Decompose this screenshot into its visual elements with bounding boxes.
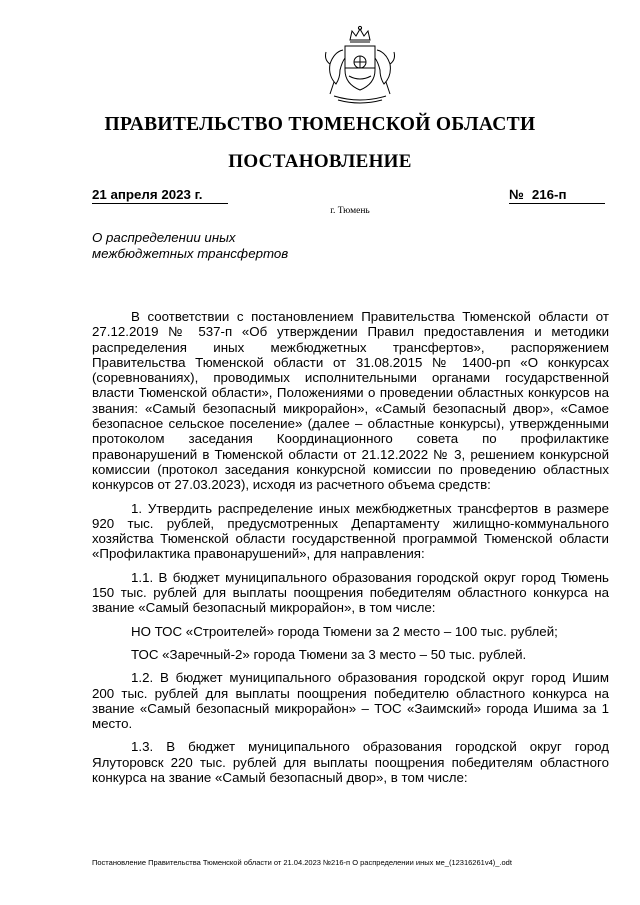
- body-paragraph: 1.2. В бюджет муниципального образования городской округ город Ишим 200 тыс. рублей для выплаты поощрения победителю областного конкурса на звание «Самый безопасный микрорайон» – ТОС «Заимский» города Ишима за 1 место.: [92, 670, 609, 732]
- government-title: ПРАВИТЕЛЬСТВО ТЮМЕНСКОЙ ОБЛАСТИ: [104, 114, 536, 135]
- body-paragraph: 1.1. В бюджет муниципального образования городской округ город Тюмень 150 тыс. рублей для выплаты поощрения победителям областного конкурса на звание «Самый безопасный микрорайон», в том числе:: [92, 569, 609, 616]
- subject-line: О распределении иных: [92, 230, 236, 245]
- document-city: г. Тюмень: [330, 206, 370, 216]
- document-subject: [92, 230, 288, 262]
- body-paragraph: В соответствии с постановлением Правительства Тюменской области от 27.12.2019 № 537-п «Об утверждении Правил предоставления и методики распределения иных межбюджетных трансфертов», распоряжением Правительства Тюменской области от 31.08.2015 № 1400-рп «О конкурсах (соревнованиях), проводимых исполнительными органами государственной власти Тюменской области», Положениями о проведении областных конкурсов на звания: «Самый безопасный микрорайон», «Самый безопасный двор», «Самое безопасное сельское поселение» (далее – областные конкурсы), утвержденными протоколом заседания Координационного совета по профилактике правонарушений в Тюменской области от 21.12.2022 № 3, решением конкурсной комиссии (протокол заседания конкурсной комиссии по проведению областных конкурсов от 27.03.2023), исходя из расчетного объема средств:: [92, 309, 609, 493]
- number-sign: №: [509, 187, 524, 202]
- coat-of-arms-icon: [316, 24, 404, 106]
- document-number: [509, 187, 605, 204]
- body-paragraph: НО ТОС «Строителей» города Тюмени за 2 место – 100 тыс. рублей;: [131, 623, 558, 639]
- body-paragraph: ТОС «Заречный-2» города Тюмени за 3 место – 50 тыс. рублей.: [131, 646, 527, 662]
- number-value: 216-п: [531, 187, 567, 202]
- document-type-title: ПОСТАНОВЛЕНИЕ: [228, 151, 412, 172]
- body-paragraph: 1.3. В бюджет муниципального образования городской округ город Ялуторовск 220 тыс. рублей для выплаты поощрения победителям областного конкурса на звание «Самый безопасный двор», в том числе:: [92, 739, 609, 786]
- subject-line: межбюджетных трансфертов: [92, 246, 289, 261]
- document-body: [92, 309, 609, 785]
- page-footer: Постановление Правительства Тюменской области от 21.04.2023 №216-п О распределении иных ме_(12316261v4)_.odt: [92, 858, 512, 867]
- document-date: 21 апреля 2023 г.: [92, 187, 228, 204]
- body-paragraph: 1. Утвердить распределение иных межбюджетных трансфертов в размере 920 тыс. рублей, предусмотренных Департаменту жилищно-коммунального хозяйства Тюменской области государственной программой Тюменской области «Профилактика правонарушений», для направления:: [92, 500, 609, 562]
